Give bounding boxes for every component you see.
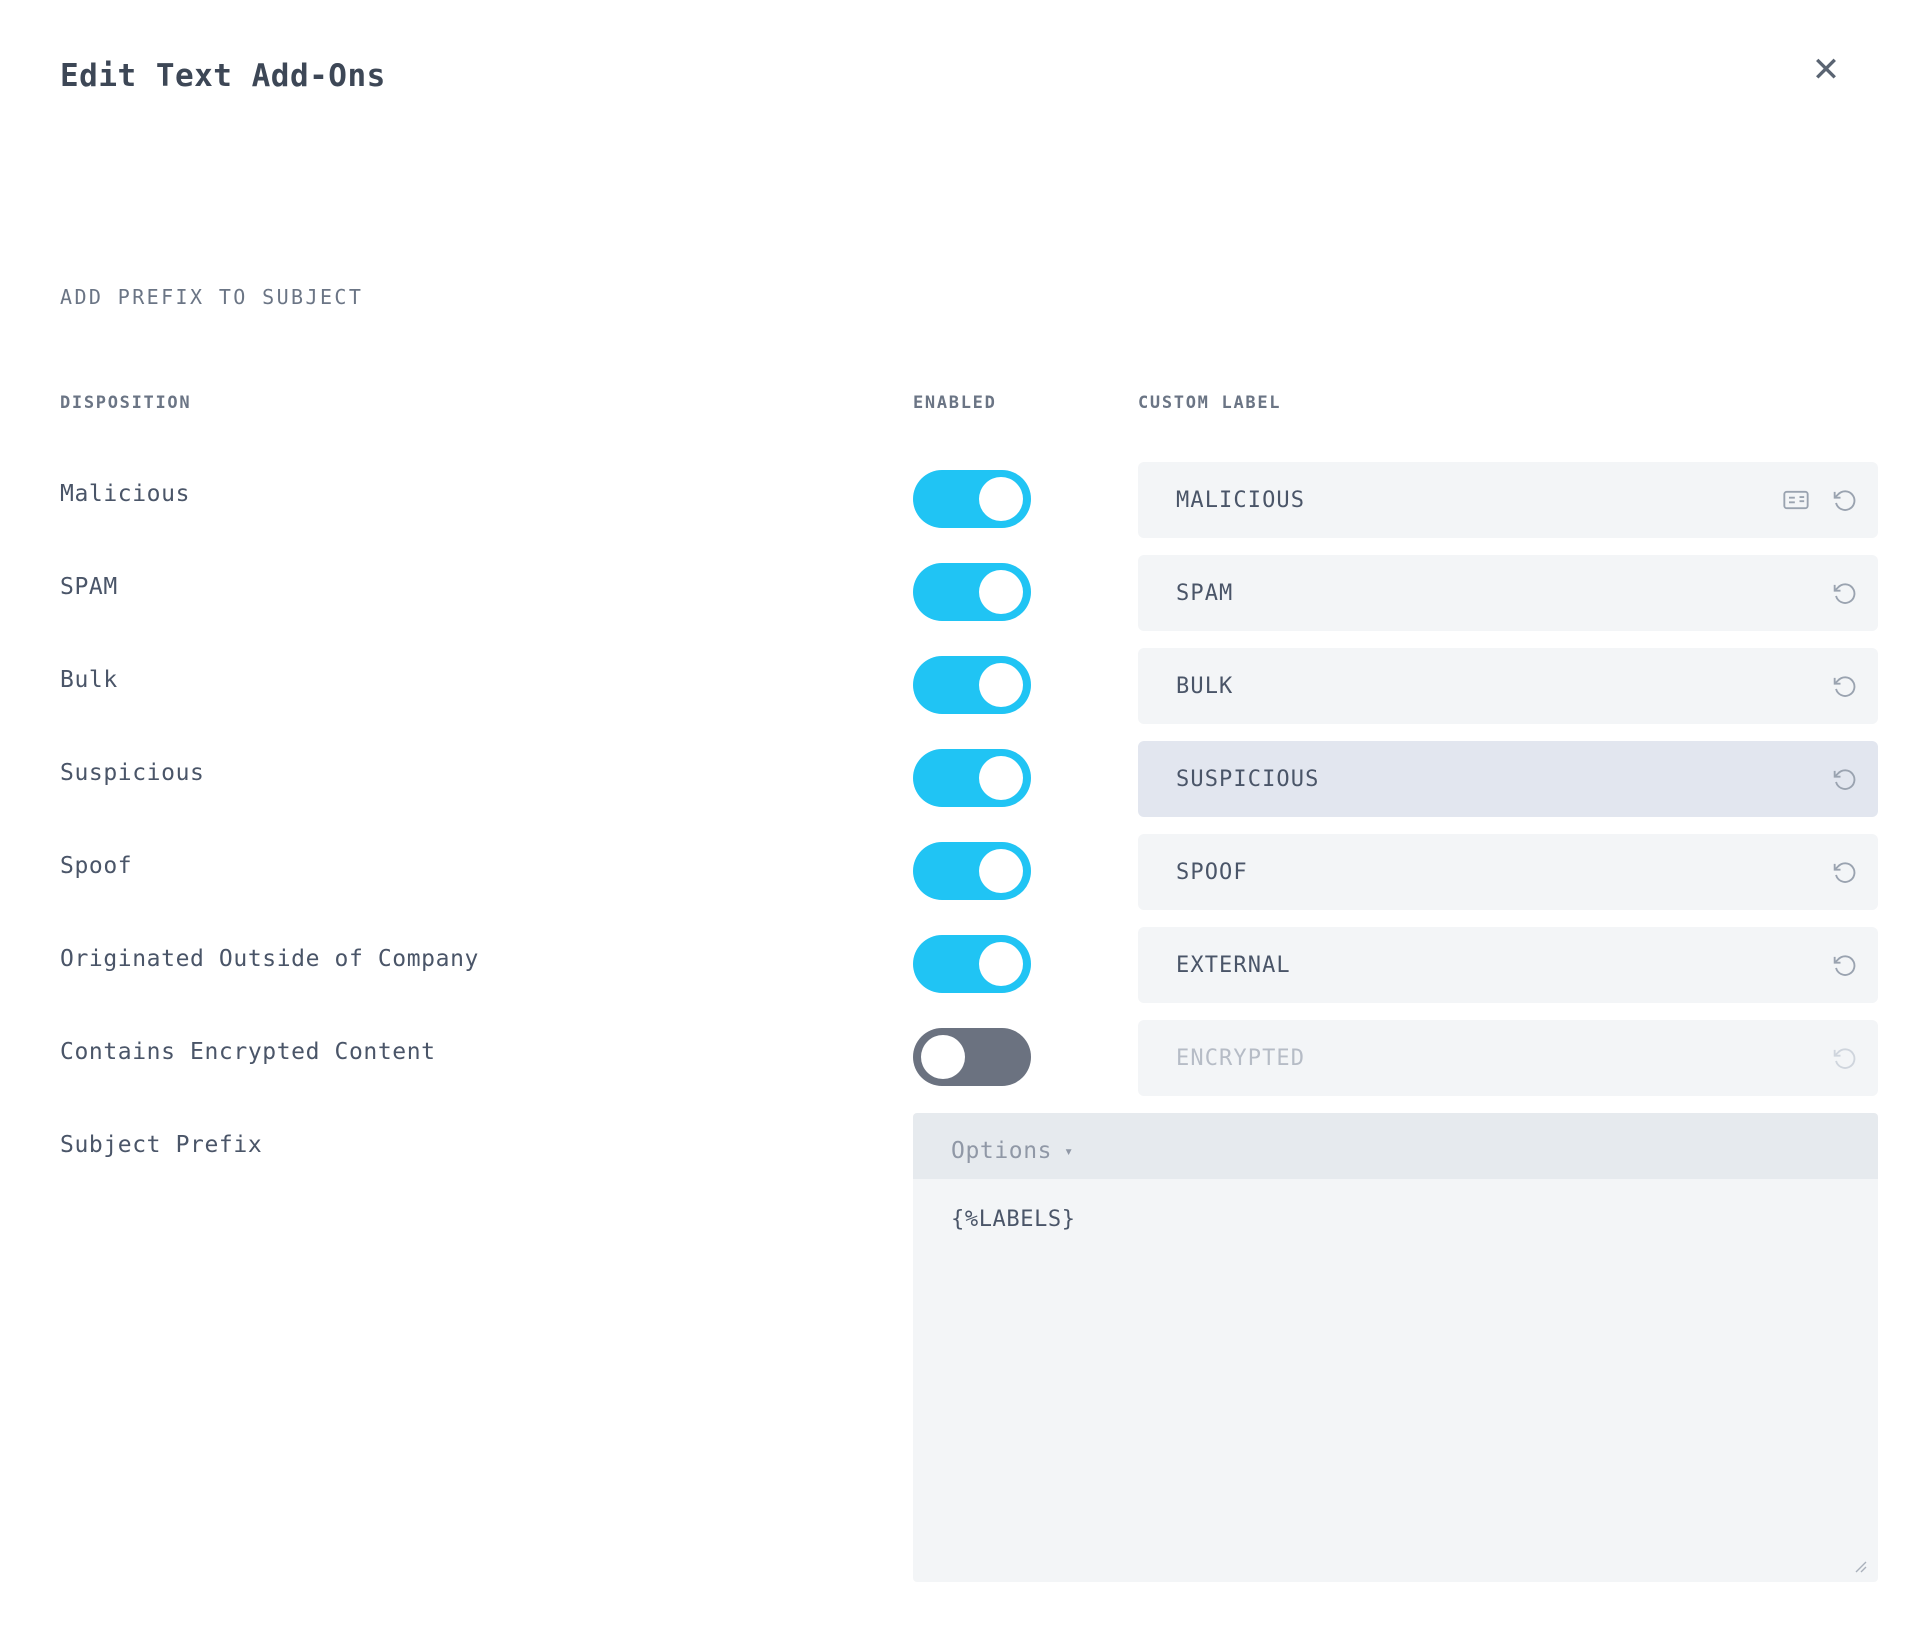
column-header-custom-label: CUSTOM LABEL [1138,393,1282,413]
column-header-disposition: DISPOSITION [60,393,192,413]
row-label: Malicious [60,481,191,507]
custom-label-field[interactable] [1138,927,1878,1003]
custom-label-value: BULK [1176,673,1234,699]
subject-prefix-label: Subject Prefix [60,1132,263,1158]
custom-label-value: ENCRYPTED [1176,1045,1306,1071]
table-row [0,741,1908,834]
toggle-knob [979,849,1023,893]
table-row [0,1020,1908,1113]
toggle-knob [979,570,1023,614]
reset-icon[interactable] [1830,765,1858,793]
row-label: Originated Outside of Company [60,946,479,972]
custom-label-field[interactable] [1138,648,1878,724]
close-icon[interactable]: ✕ [1806,50,1846,90]
enabled-toggle[interactable] [913,749,1031,807]
disposition-rows [0,462,1908,1206]
custom-label-value: EXTERNAL [1176,952,1291,978]
field-icons [1830,765,1858,793]
custom-label-value: SPOOF [1176,859,1248,885]
custom-label-value: SPAM [1176,580,1234,606]
toggle-knob [979,663,1023,707]
table-row [0,462,1908,555]
table-row [0,834,1908,927]
enabled-toggle[interactable] [913,470,1031,528]
subject-prefix-toolbar [913,1113,1878,1189]
row-label: Contains Encrypted Content [60,1039,436,1065]
row-label: Suspicious [60,760,205,786]
row-label: Spoof [60,853,133,879]
column-headers [0,393,1908,417]
toggle-knob [979,477,1023,521]
page-title: Edit Text Add-Ons [60,58,386,94]
custom-label-field [1138,1020,1878,1096]
field-icons [1782,486,1858,514]
table-row [0,927,1908,1020]
row-label: Bulk [60,667,118,693]
field-icons [1830,858,1858,886]
reset-icon[interactable] [1830,951,1858,979]
enabled-toggle[interactable] [913,842,1031,900]
row-label: SPAM [60,574,118,600]
enabled-toggle[interactable] [913,1028,1031,1086]
options-dropdown-button[interactable] [951,1138,1074,1164]
enabled-toggle[interactable] [913,563,1031,621]
custom-label-value: SUSPICIOUS [1176,766,1320,792]
reset-icon[interactable] [1830,672,1858,700]
custom-label-field[interactable] [1138,555,1878,631]
enabled-toggle[interactable] [913,656,1031,714]
dialog-header [60,58,1848,118]
table-row [0,648,1908,741]
chevron-down-icon: ▾ [1064,1141,1074,1160]
subject-prefix-value: {%LABELS} [951,1207,1076,1232]
insert-variable-icon[interactable] [1782,486,1810,514]
custom-label-value: MALICIOUS [1176,487,1306,513]
custom-label-field[interactable] [1138,834,1878,910]
custom-label-field[interactable] [1138,741,1878,817]
toggle-knob [979,942,1023,986]
toggle-knob [979,756,1023,800]
subject-prefix-textarea[interactable] [913,1179,1878,1582]
resize-handle-icon[interactable] [1850,1556,1868,1574]
custom-label-field[interactable] [1138,462,1878,538]
field-icons [1830,1044,1858,1072]
field-icons [1830,951,1858,979]
reset-icon [1830,1044,1858,1072]
section-label: ADD PREFIX TO SUBJECT [60,285,364,309]
reset-icon[interactable] [1830,579,1858,607]
reset-icon[interactable] [1830,858,1858,886]
options-dropdown-label: Options [951,1138,1053,1164]
field-icons [1830,579,1858,607]
reset-icon[interactable] [1830,486,1858,514]
enabled-toggle[interactable] [913,935,1031,993]
toggle-knob [921,1035,965,1079]
field-icons [1830,672,1858,700]
table-row [0,555,1908,648]
column-header-enabled: ENABLED [913,393,997,413]
